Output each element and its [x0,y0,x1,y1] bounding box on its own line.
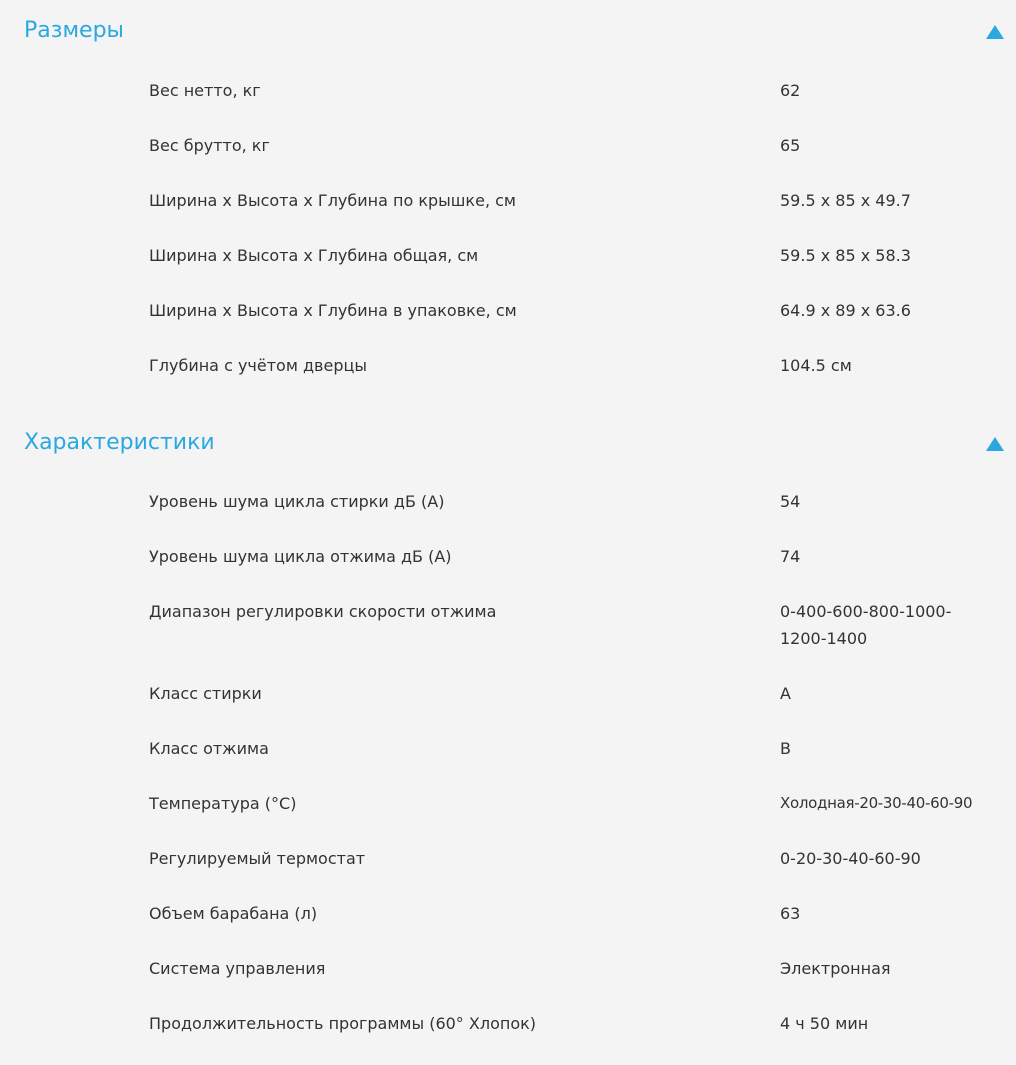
spec-value: 64.9 x 89 x 63.6 [780,301,911,320]
spec-row [0,488,1016,543]
spec-value: 54 [780,492,801,511]
section-title-characteristics: Характеристики [24,430,215,455]
spec-value: 62 [780,81,801,100]
spec-value: 104.5 см [780,356,852,375]
spec-value: 0-400-600-800-1000-1200-1400 [780,602,952,648]
spec-label: Класс стирки [149,684,262,703]
spec-value: B [780,739,791,758]
spec-value: Холодная-20-30-40-60-90 [780,794,973,812]
spec-row [0,1010,1016,1065]
spec-label: Вес нетто, кг [149,81,261,100]
spec-row [0,543,1016,598]
spec-label: Класс отжима [149,739,269,758]
spec-label: Вес брутто, кг [149,136,270,155]
spec-value: Электронная [780,959,891,978]
spec-label: Диапазон регулировки скорости отжима [149,602,497,621]
spec-row [0,845,1016,900]
spec-row [0,187,1016,242]
spec-label: Ширина x Высота x Глубина по крышке, см [149,191,516,210]
spec-value: 65 [780,136,801,155]
spec-value: A [780,684,791,703]
spec-label: Ширина x Высота x Глубина в упаковке, см [149,301,517,320]
spec-label: Глубина с учётом дверцы [149,356,367,375]
spec-label: Температура (°C) [149,794,297,813]
spec-label: Объем барабана (л) [149,904,318,923]
spec-row [0,900,1016,955]
spec-value: 59.5 x 85 x 49.7 [780,191,911,210]
spec-row [0,955,1016,1010]
spec-list-dimensions [0,77,1016,407]
spec-value: 74 [780,547,801,566]
spec-list-characteristics [0,488,1016,1065]
spec-label: Ширина x Высота x Глубина общая, см [149,246,479,265]
spec-label: Регулируемый термостат [149,849,366,868]
spec-label: Уровень шума цикла отжима дБ (А) [149,547,452,566]
collapse-triangle-icon[interactable] [986,25,1004,39]
spec-value: 4 ч 50 мин [780,1014,869,1033]
spec-row [0,680,1016,735]
spec-row [0,790,1016,845]
spec-row [0,598,1016,680]
spec-value: 0-20-30-40-60-90 [780,849,921,868]
spec-value: 63 [780,904,801,923]
spec-row [0,297,1016,352]
spec-label: Уровень шума цикла стирки дБ (А) [149,492,445,511]
section-title-dimensions: Размеры [24,18,124,43]
collapse-triangle-icon[interactable] [986,437,1004,451]
spec-label: Система управления [149,959,326,978]
spec-value: 59.5 x 85 x 58.3 [780,246,911,265]
section-header-dimensions[interactable] [0,12,1016,52]
spec-row [0,132,1016,187]
spec-row [0,242,1016,297]
spec-label: Продолжительность программы (60° Хлопок) [149,1014,537,1033]
spec-row [0,77,1016,132]
section-header-characteristics[interactable] [0,424,1016,464]
spec-row [0,352,1016,407]
spec-row [0,735,1016,790]
